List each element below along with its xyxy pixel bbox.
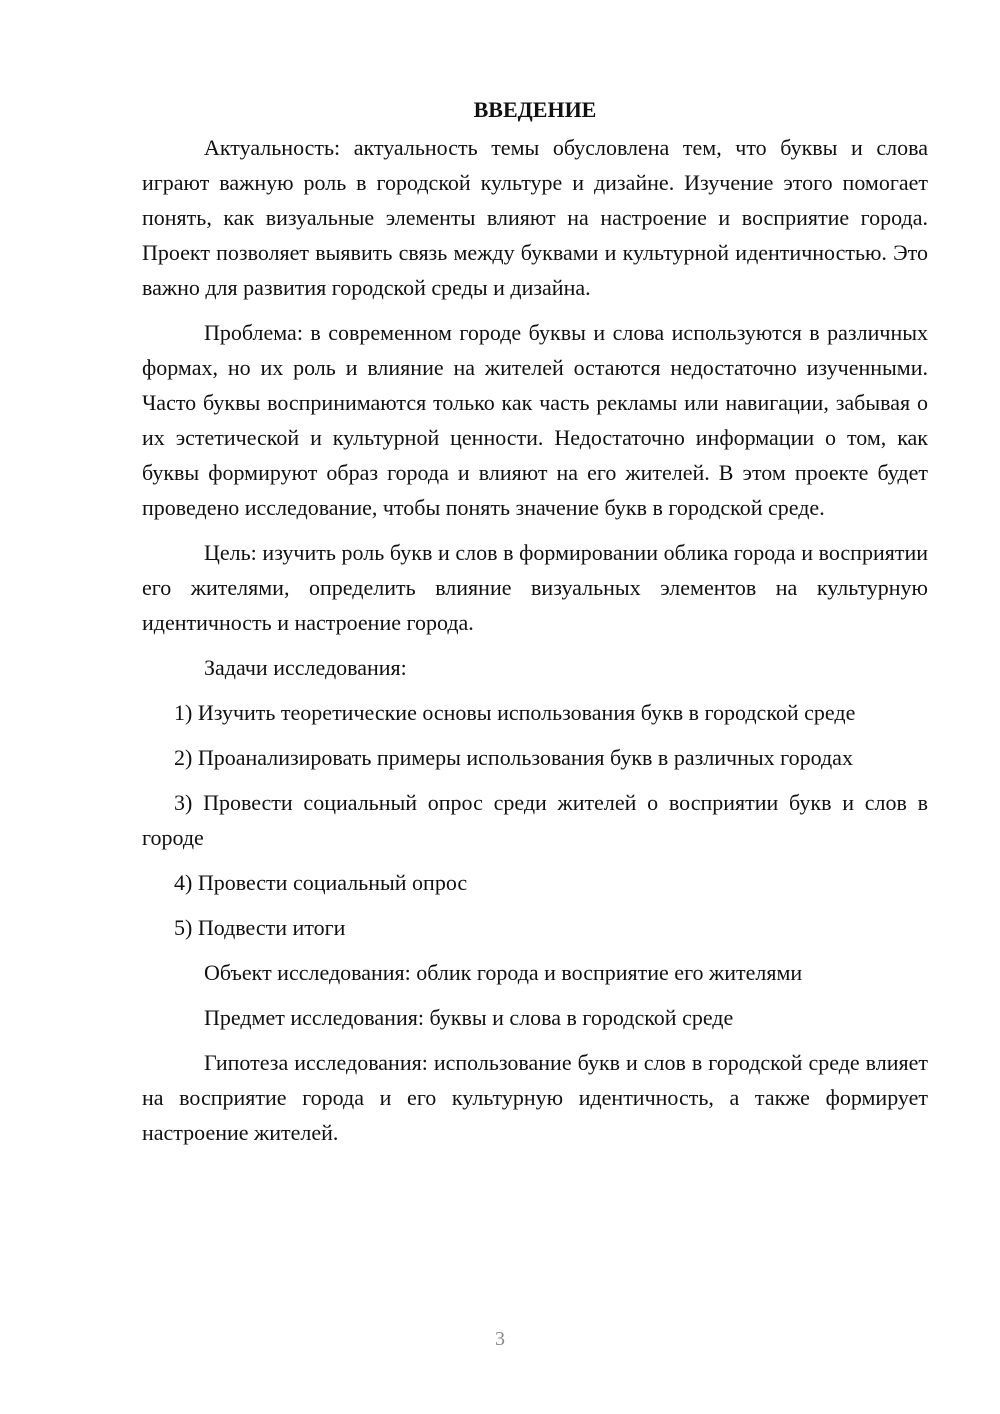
tasks-heading: Задачи исследования:	[204, 655, 407, 680]
page-number: 3	[495, 1328, 505, 1350]
task-item: 3) Провести социальный опрос среди жителей о восприятии букв и слов в городе	[142, 790, 928, 850]
task-item: 4) Провести социальный опрос	[174, 870, 468, 895]
task-item: 2) Проанализировать примеры использования букв в различных городах	[174, 745, 853, 770]
relevance-paragraph: Актуальность: актуальность темы обусловлена тем, что буквы и слова играют важную роль в городской культуре и дизайне. Изучение этого помогает понять, как визуальные элементы влияют на настроение и восприятие города. Проект позволяет выявить связь между буквами и культурной идентичностью. Это важно для развития городской среды и дизайна.	[142, 135, 928, 300]
task-item: 5) Подвести итоги	[174, 915, 346, 940]
section-title: ВВЕДЕНИЕ	[473, 97, 597, 122]
goal-paragraph: Цель: изучить роль букв и слов в формировании облика города и восприятии его жителями, определить влияние визуальных элементов на культурную идентичность и настроение города.	[142, 540, 928, 635]
hypothesis-paragraph: Гипотеза исследования: использование букв и слов в городской среде влияет на восприятие города и его культурную идентичность, а также формирует настроение жителей.	[142, 1050, 928, 1145]
object-paragraph: Объект исследования: облик города и восприятие его жителями	[204, 960, 803, 985]
document-page	[142, 92, 928, 1160]
subject-paragraph: Предмет исследования: буквы и слова в городской среде	[204, 1005, 734, 1030]
problem-paragraph: Проблема: в современном городе буквы и слова используются в различных формах, но их роль и влияние на жителей остаются недостаточно изученными. Часто буквы воспринимаются только как часть рекламы или навигации, забывая о их эстетической и культурной ценности. Недостаточно информации о том, как буквы формируют образ города и влияют на его жителей. В этом проекте будет проведено исследование, чтобы понять значение букв в городской среде.	[142, 320, 928, 520]
task-item: 1) Изучить теоретические основы использования букв в городской среде	[174, 700, 856, 725]
